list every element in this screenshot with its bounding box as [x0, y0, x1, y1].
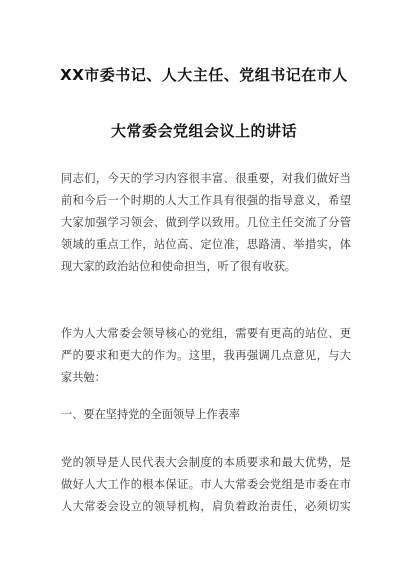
- document-title-line-1: XX市委书记、人大主任、党组书记在市人: [60, 66, 348, 84]
- paragraph-line: 大家加强学习领会、做到学以致用。几位主任交流了分管: [61, 216, 351, 229]
- paragraph-line: 做好人大工作的根本保证。市人大常委会党组是市委在市: [61, 478, 351, 491]
- section-heading-text: 一、要在坚持党的全面领导上作表率: [61, 408, 241, 421]
- paragraph-line: 人大常委会设立的领导机构，肩负着政治责任，必须切实: [61, 500, 351, 513]
- section-heading-1: [61, 404, 351, 426]
- paragraph-line: 前和今后一个时期的人大工作具有很强的指导意义，希望: [61, 194, 351, 207]
- paragraph-party-leadership: [61, 452, 351, 518]
- paragraph-line: 同志们，今天的学习内容很丰富、很重要，对我们做好当: [61, 172, 351, 185]
- paragraph-line: 严的要求和更大的作为。这里，我再强调几点意见，与大: [61, 349, 351, 362]
- paragraph-line: 作为人大常委会领导核心的党组，需要有更高的站位、更: [61, 327, 351, 340]
- paragraph-line: 现大家的政治站位和使命担当，听了很有收获。: [61, 260, 296, 273]
- document-title-line-2: 大常委会党组会议上的讲话: [110, 122, 297, 140]
- paragraph-line: 领域的重点工作，站位高、定位准，思路清、举措实，体: [61, 238, 351, 251]
- paragraph-opening: [61, 168, 351, 278]
- paragraph-line: 家共勉：: [61, 371, 106, 384]
- paragraph-expectations: [61, 323, 351, 389]
- paragraph-line: 党的领导是人民代表大会制度的本质要求和最大优势，是: [61, 456, 351, 469]
